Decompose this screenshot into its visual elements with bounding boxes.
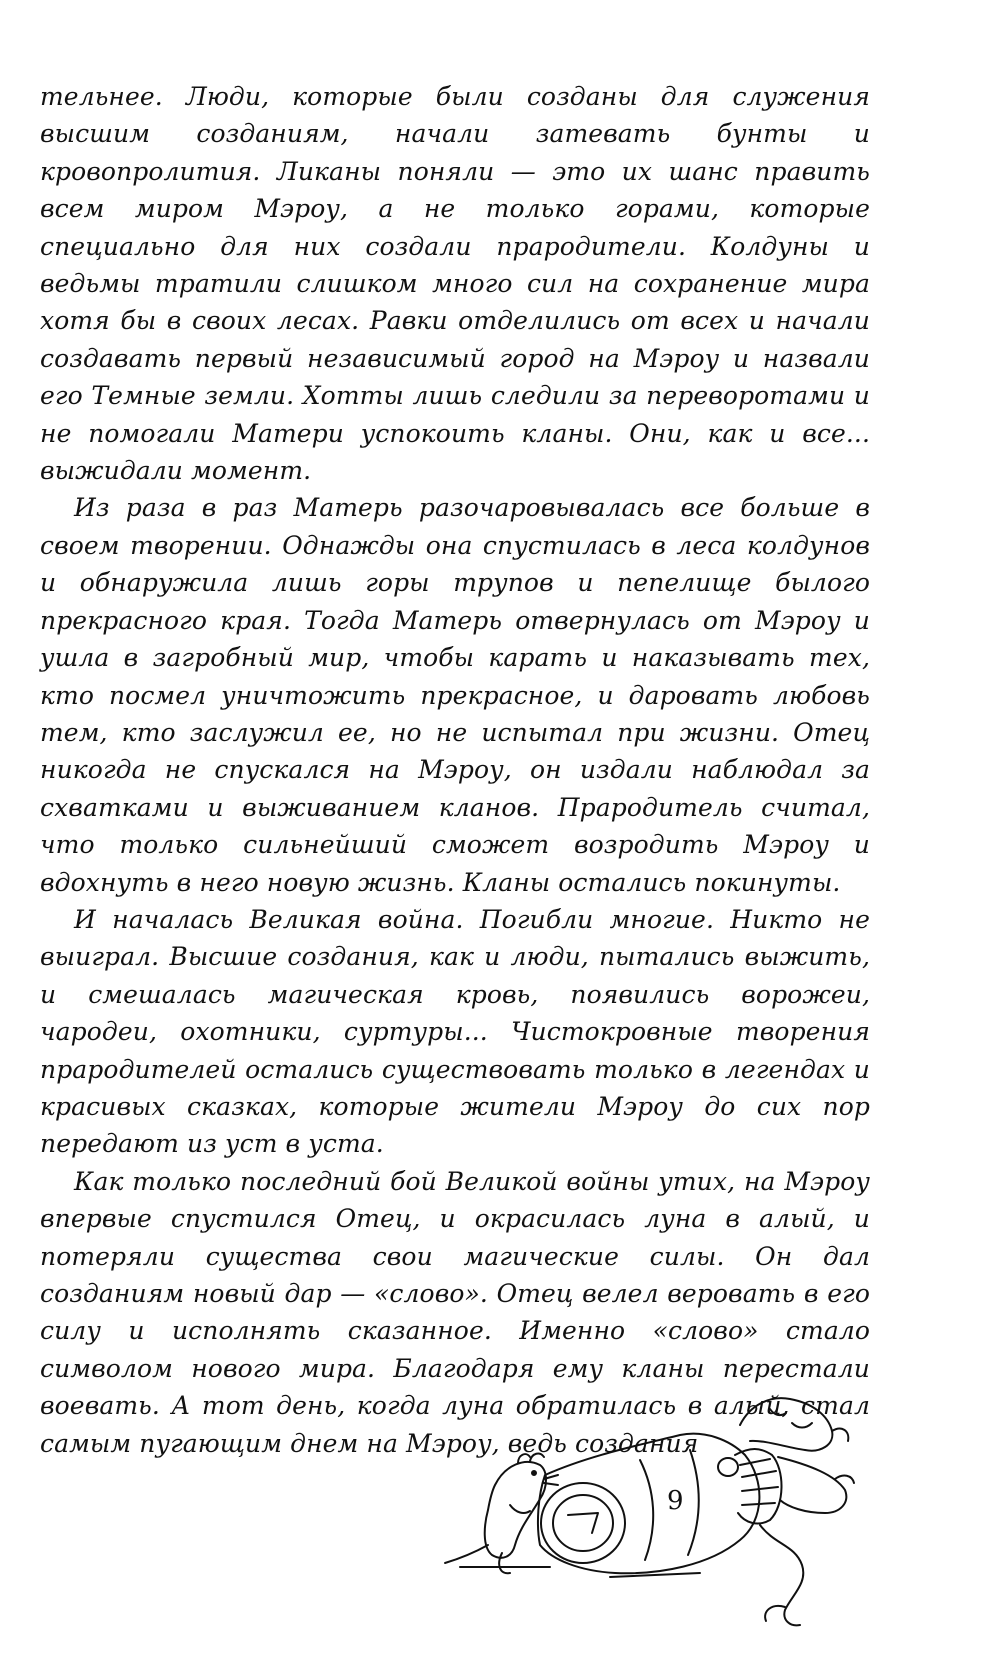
paragraph-2: Из раза в раз Матерь разочаровывалась все больше в своем творении. Однажды она спустилась в леса колдунов и обнаружила лишь горы трупов и пепелище былого прекрасного края. Тогда Матерь отвернулась от Мэроу и ушла в загробный мир, чтобы карать и наказывать тех, кто посмел уничтожить прекрасное, и даровать любовь тем, кто заслужил ее, но не испытал при жизни. Отец никогда не спускался на Мэроу, он издали наблюдал за схватками и выживанием кланов. Прародитель считал, что только сильнейший сможет возродить Мэроу и вдохнуть в него новую жизнь. Кланы остались покинуты. [40, 493, 870, 897]
paragraph-4: Как только последний бой Великой войны утих, на Мэроу впервые спустился Отец, и окрасилась луна в алый, и потеряли существа свои магические силы. Он дал созданиям новый дар — «слово». Отец велел веровать в его силу и исполнять сказанное. Именно «слово» стало символом нового мира. Благодаря ему кланы перестали воевать. А тот день, когда луна обратилась в алый, стал самым пугающим днем на Мэроу, ведь создания [40, 1166, 870, 1458]
mice-with-bag-illustration-icon [440, 1395, 880, 1650]
page-number: 9 [667, 1486, 684, 1516]
paragraph-1: тельнее. Люди, которые были созданы для служения высшим созданиям, начали затевать бунты и кровопролития. Ликаны поняли — это их шанс править всем миром Мэроу, а не только горами, которые специально для них создали прародители. Колдуны и ведьмы тратили слишком много сил на сохранение мира хотя бы в своих лесах. Равки отделились от всех и начали создавать первый независимый город на Мэроу и назвали его Темные земли. Хотты лишь следили за переворотами и не помогали Матери успокоить кланы. Они, как и все... выжидали момент. [40, 82, 870, 486]
page-body [40, 78, 870, 1462]
paragraph-3: И началась Великая война. Погибли многие. Никто не выиграл. Высшие создания, как и люди, пытались выжить, и смешалась магическая кровь, появились ворожеи, чародеи, охотники, суртуры... Чистокровные творения прародителей остались существовать только в легендах и красивых сказках, которые жители Мэроу до сих пор передают из уст в уста. [40, 904, 870, 1159]
